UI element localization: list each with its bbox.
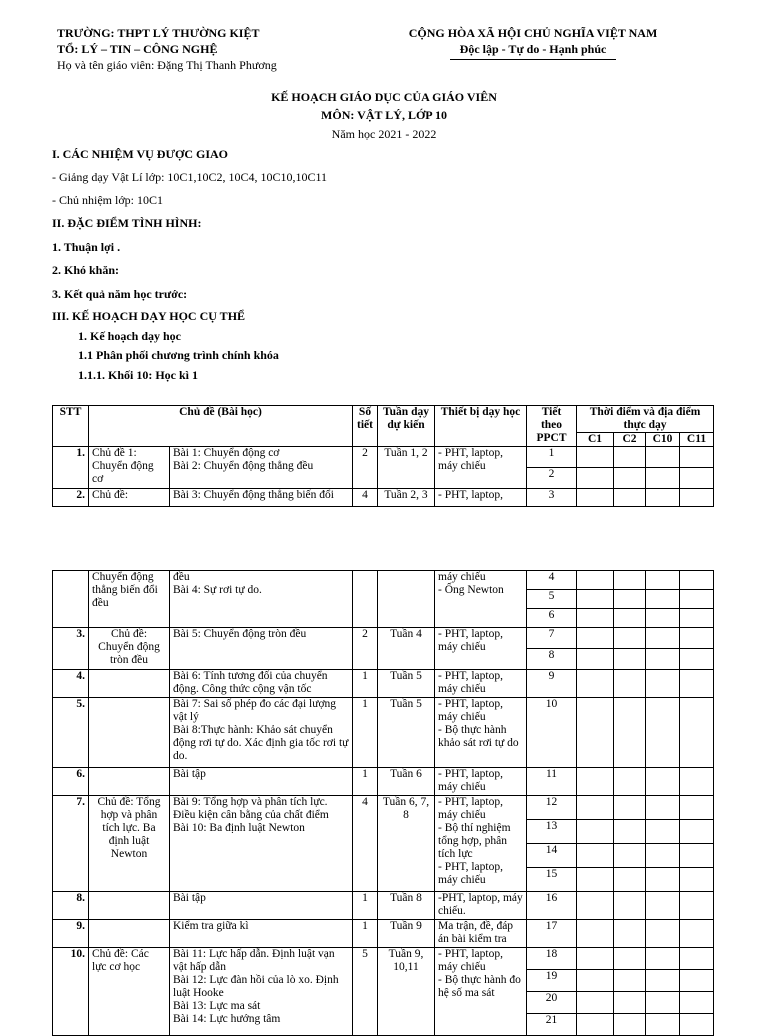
cell-lesson: Bài tập <box>170 768 353 796</box>
cell-class-c2 <box>614 892 646 920</box>
cell-periods: 5 <box>353 948 378 1036</box>
cell-class-c11 <box>680 628 714 649</box>
cell-stt: 6. <box>53 768 89 796</box>
document-title: KẾ HOẠCH GIÁO DỤC CỦA GIÁO VIÊN <box>271 90 497 104</box>
cell-week: Tuần 9 <box>378 920 435 948</box>
cell-class-c10 <box>646 948 680 970</box>
table-row <box>53 670 714 698</box>
cell-class-c1 <box>577 468 614 489</box>
col-header-class-c11: C11 <box>680 433 714 447</box>
cell-lesson: Bài 11: Lực hấp dẫn. Định luật vạn vật hấp dẫn Bài 12: Lực đàn hồi của lò xo. Định luật Hooke Bài 13: Lực ma sát Bài 14: Lực hướng tâm <box>170 948 353 1036</box>
cell-week: Tuần 1, 2 <box>378 447 435 489</box>
cell-class-c2 <box>614 489 646 507</box>
cell-ppct: 7 <box>527 628 577 649</box>
section-1-line-2: - Chủ nhiệm lớp: 10C1 <box>52 193 164 207</box>
cell-class-c10 <box>646 796 680 820</box>
country-name: CỘNG HÒA XÃ HỘI CHỦ NGHĨA VIỆT NAM <box>408 26 658 40</box>
table-row <box>53 489 714 507</box>
section-3-heading: III. KẾ HOẠCH DẠY HỌC CỤ THỂ <box>52 309 246 323</box>
cell-class-c1 <box>577 698 614 768</box>
cell-periods: 1 <box>353 892 378 920</box>
col-header-periods: Số tiết <box>353 406 378 447</box>
cell-class-c11 <box>680 649 714 670</box>
cell-class-c1 <box>577 868 614 892</box>
cell-ppct: 11 <box>527 768 577 796</box>
cell-class-c2 <box>614 698 646 768</box>
cell-week: Tuần 5 <box>378 670 435 698</box>
cell-lesson: Bài 6: Tính tương đối của chuyển động. Công thức cộng vận tốc <box>170 670 353 698</box>
cell-lesson: đều Bài 4: Sự rơi tự do. <box>170 571 353 628</box>
cell-class-c11 <box>680 892 714 920</box>
cell-class-c10 <box>646 892 680 920</box>
col-header-topic: Chủ đề (Bài học) <box>89 406 353 447</box>
cell-ppct: 10 <box>527 698 577 768</box>
col-header-equipment: Thiết bị dạy học <box>435 406 527 447</box>
cell-ppct: 9 <box>527 670 577 698</box>
cell-periods: 4 <box>353 796 378 892</box>
cell-week: Tuần 8 <box>378 892 435 920</box>
cell-equipment: -PHT, laptop, máy chiếu. <box>435 892 527 920</box>
cell-periods: 1 <box>353 768 378 796</box>
cell-stt: 3. <box>53 628 89 670</box>
cell-class-c11 <box>680 698 714 768</box>
cell-class-c11 <box>680 844 714 868</box>
cell-ppct: 21 <box>527 1014 577 1036</box>
cell-week: Tuần 9, 10,11 <box>378 948 435 1036</box>
cell-class-c2 <box>614 970 646 992</box>
col-header-class-c2: C2 <box>614 433 646 447</box>
cell-class-c2 <box>614 628 646 649</box>
cell-equipment: máy chiếu - Ống Newton <box>435 571 527 628</box>
cell-class-c1 <box>577 590 614 609</box>
section-2-item-2: 2. Khó khăn: <box>52 263 120 277</box>
cell-periods: 1 <box>353 920 378 948</box>
cell-lesson: Bài 1: Chuyển động cơ Bài 2: Chuyển động thẳng đều <box>170 447 353 489</box>
cell-class-c10 <box>646 468 680 489</box>
section-1-heading: I. CÁC NHIỆM VỤ ĐƯỢC GIAO <box>52 147 229 161</box>
school-name: TRƯỜNG: THPT LÝ THƯỜNG KIỆT <box>57 26 260 40</box>
cell-periods: 4 <box>353 489 378 507</box>
cell-stt: 10. <box>53 948 89 1036</box>
cell-class-c10 <box>646 489 680 507</box>
cell-class-c10 <box>646 609 680 628</box>
cell-stt: 7. <box>53 796 89 892</box>
col-header-time-place: Thời điểm và địa điểm thực dạy <box>577 406 714 433</box>
section-2-item-1: 1. Thuận lợi . <box>52 240 121 254</box>
cell-class-c10 <box>646 628 680 649</box>
cell-class-c1 <box>577 970 614 992</box>
col-header-ppct: Tiết theo PPCT <box>527 406 577 447</box>
cell-stt <box>53 571 89 628</box>
col-header-class-c1: C1 <box>577 433 614 447</box>
col-header-week: Tuần dạy dự kiến <box>378 406 435 447</box>
cell-stt: 1. <box>53 447 89 489</box>
cell-class-c2 <box>614 1014 646 1036</box>
table-row <box>53 571 714 590</box>
section-3-item-1-1-1: 1.1.1. Khối 10: Học kì 1 <box>78 368 199 382</box>
cell-class-c11 <box>680 820 714 844</box>
cell-class-c2 <box>614 768 646 796</box>
cell-topic <box>89 892 170 920</box>
cell-periods: 2 <box>353 628 378 670</box>
cell-class-c10 <box>646 768 680 796</box>
cell-ppct: 20 <box>527 992 577 1014</box>
cell-class-c10 <box>646 1014 680 1036</box>
cell-class-c1 <box>577 649 614 670</box>
cell-topic: Chủ đề: Các lực cơ học <box>89 948 170 1036</box>
cell-topic <box>89 920 170 948</box>
cell-class-c11 <box>680 447 714 468</box>
cell-stt: 9. <box>53 920 89 948</box>
teacher-name: Họ và tên giáo viên: Đặng Thị Thanh Phương <box>57 58 277 72</box>
cell-stt: 8. <box>53 892 89 920</box>
cell-ppct: 12 <box>527 796 577 820</box>
cell-lesson: Bài tập <box>170 892 353 920</box>
cell-class-c10 <box>646 844 680 868</box>
cell-class-c2 <box>614 868 646 892</box>
cell-week <box>378 571 435 628</box>
cell-equipment: - PHT, laptop, máy chiếu <box>435 628 527 670</box>
cell-class-c2 <box>614 649 646 670</box>
cell-periods <box>353 571 378 628</box>
cell-class-c11 <box>680 590 714 609</box>
cell-class-c1 <box>577 670 614 698</box>
cell-class-c1 <box>577 609 614 628</box>
subject-title: MÔN: VẬT LÝ, LỚP 10 <box>321 108 447 122</box>
department-name: TỔ: LÝ – TIN – CÔNG NGHỆ <box>57 42 218 56</box>
cell-ppct: 15 <box>527 868 577 892</box>
cell-class-c1 <box>577 571 614 590</box>
cell-class-c10 <box>646 970 680 992</box>
cell-equipment: - PHT, laptop, máy chiếu - Bộ thực hành khảo sát rơi tự do <box>435 698 527 768</box>
cell-ppct: 19 <box>527 970 577 992</box>
cell-stt: 4. <box>53 670 89 698</box>
table-row <box>53 698 714 768</box>
table-row <box>53 768 714 796</box>
cell-class-c1 <box>577 628 614 649</box>
cell-equipment: - PHT, laptop, máy chiếu <box>435 447 527 489</box>
cell-ppct: 3 <box>527 489 577 507</box>
cell-ppct: 6 <box>527 609 577 628</box>
cell-class-c10 <box>646 920 680 948</box>
cell-week: Tuần 4 <box>378 628 435 670</box>
cell-ppct: 2 <box>527 468 577 489</box>
section-2-heading: II. ĐẶC ĐIỂM TÌNH HÌNH: <box>52 216 202 230</box>
cell-class-c11 <box>680 948 714 970</box>
cell-periods: 2 <box>353 447 378 489</box>
cell-ppct: 18 <box>527 948 577 970</box>
school-year: Năm học 2021 - 2022 <box>331 127 437 141</box>
cell-class-c11 <box>680 670 714 698</box>
table-row <box>53 628 714 649</box>
cell-class-c1 <box>577 948 614 970</box>
cell-topic <box>89 670 170 698</box>
cell-topic: Chủ đề 1: Chuyển động cơ <box>89 447 170 489</box>
cell-ppct: 1 <box>527 447 577 468</box>
cell-class-c2 <box>614 590 646 609</box>
cell-class-c11 <box>680 868 714 892</box>
cell-class-c2 <box>614 670 646 698</box>
cell-class-c11 <box>680 571 714 590</box>
schedule-table-part-2 <box>52 570 714 1036</box>
cell-class-c1 <box>577 796 614 820</box>
cell-class-c1 <box>577 992 614 1014</box>
cell-equipment: - PHT, laptop, máy chiếu - Bộ thí nghiệm tổng hợp, phân tích lực - PHT, laptop, máy chiếu <box>435 796 527 892</box>
cell-periods: 1 <box>353 698 378 768</box>
cell-class-c2 <box>614 948 646 970</box>
section-1-line-1: - Giảng dạy Vật Lí lớp: 10C1,10C2, 10C4, 10C10,10C11 <box>52 170 328 184</box>
cell-week: Tuần 5 <box>378 698 435 768</box>
cell-class-c2 <box>614 609 646 628</box>
cell-class-c1 <box>577 844 614 868</box>
cell-topic: Chủ đề: <box>89 489 170 507</box>
cell-class-c2 <box>614 447 646 468</box>
cell-class-c10 <box>646 698 680 768</box>
cell-class-c11 <box>680 489 714 507</box>
cell-class-c2 <box>614 844 646 868</box>
cell-topic <box>89 768 170 796</box>
cell-class-c11 <box>680 992 714 1014</box>
cell-class-c11 <box>680 609 714 628</box>
cell-equipment: - PHT, laptop, máy chiếu - Bộ thực hành đo hệ số ma sát <box>435 948 527 1036</box>
cell-stt: 5. <box>53 698 89 768</box>
header-right <box>408 25 658 60</box>
cell-ppct: 17 <box>527 920 577 948</box>
cell-ppct: 8 <box>527 649 577 670</box>
cell-topic: Chủ đề: Chuyển động tròn đều <box>89 628 170 670</box>
section-3-item-1: 1. Kế hoạch dạy học <box>78 329 182 343</box>
cell-lesson: Bài 7: Sai số phép đo các đại lượng vật lý Bài 8:Thực hành: Khảo sát chuyển động rơi tự do. Xác định gia tốc rơi tự do. <box>170 698 353 768</box>
cell-lesson: Bài 9: Tổng hợp và phân tích lực. Điều kiện cân bằng của chất điểm Bài 10: Ba định luật Newton <box>170 796 353 892</box>
cell-week: Tuần 2, 3 <box>378 489 435 507</box>
section-2-item-3: 3. Kết quả năm học trước: <box>52 287 188 301</box>
header-left <box>57 25 277 73</box>
cell-class-c1 <box>577 768 614 796</box>
table-row <box>53 892 714 920</box>
cell-lesson: Bài 5: Chuyển động tròn đều <box>170 628 353 670</box>
table-row <box>53 948 714 970</box>
table-row <box>53 796 714 820</box>
table-row <box>53 447 714 468</box>
cell-equipment: - PHT, laptop, <box>435 489 527 507</box>
cell-class-c2 <box>614 571 646 590</box>
cell-week: Tuần 6, 7, 8 <box>378 796 435 892</box>
cell-week: Tuần 6 <box>378 768 435 796</box>
cell-equipment: Ma trận, đề, đáp án bài kiểm tra <box>435 920 527 948</box>
cell-ppct: 4 <box>527 571 577 590</box>
cell-topic: Chuyển động thẳng biến đổi đều <box>89 571 170 628</box>
cell-class-c1 <box>577 489 614 507</box>
cell-class-c11 <box>680 920 714 948</box>
cell-class-c2 <box>614 920 646 948</box>
cell-ppct: 5 <box>527 590 577 609</box>
cell-periods: 1 <box>353 670 378 698</box>
cell-ppct: 13 <box>527 820 577 844</box>
cell-class-c1 <box>577 820 614 844</box>
cell-class-c11 <box>680 796 714 820</box>
col-header-stt: STT <box>53 406 89 447</box>
cell-equipment: - PHT, laptop, máy chiếu <box>435 768 527 796</box>
cell-ppct: 14 <box>527 844 577 868</box>
cell-equipment: - PHT, laptop, máy chiếu <box>435 670 527 698</box>
section-3-item-1-1: 1.1 Phân phối chương trình chính khóa <box>78 348 279 362</box>
cell-class-c10 <box>646 571 680 590</box>
cell-class-c1 <box>577 447 614 468</box>
cell-class-c2 <box>614 796 646 820</box>
cell-lesson: Bài 3: Chuyển động thẳng biến đổi <box>170 489 353 507</box>
cell-topic: Chủ đề: Tổng hợp và phân tích lực. Ba định luật Newton <box>89 796 170 892</box>
cell-class-c11 <box>680 768 714 796</box>
cell-class-c1 <box>577 920 614 948</box>
cell-class-c10 <box>646 649 680 670</box>
cell-class-c10 <box>646 868 680 892</box>
cell-class-c10 <box>646 992 680 1014</box>
cell-stt: 2. <box>53 489 89 507</box>
cell-class-c2 <box>614 820 646 844</box>
cell-class-c10 <box>646 820 680 844</box>
cell-class-c10 <box>646 590 680 609</box>
cell-class-c1 <box>577 1014 614 1036</box>
cell-class-c11 <box>680 468 714 489</box>
cell-class-c2 <box>614 992 646 1014</box>
cell-class-c11 <box>680 970 714 992</box>
cell-class-c10 <box>646 670 680 698</box>
cell-class-c10 <box>646 447 680 468</box>
col-header-class-c10: C10 <box>646 433 680 447</box>
cell-class-c1 <box>577 892 614 920</box>
cell-topic <box>89 698 170 768</box>
cell-ppct: 16 <box>527 892 577 920</box>
table-row <box>53 920 714 948</box>
cell-class-c2 <box>614 468 646 489</box>
schedule-table-part-1 <box>52 405 714 507</box>
cell-class-c11 <box>680 1014 714 1036</box>
cell-lesson: Kiểm tra giữa kì <box>170 920 353 948</box>
national-motto: Độc lập - Tự do - Hạnh phúc <box>450 41 617 60</box>
